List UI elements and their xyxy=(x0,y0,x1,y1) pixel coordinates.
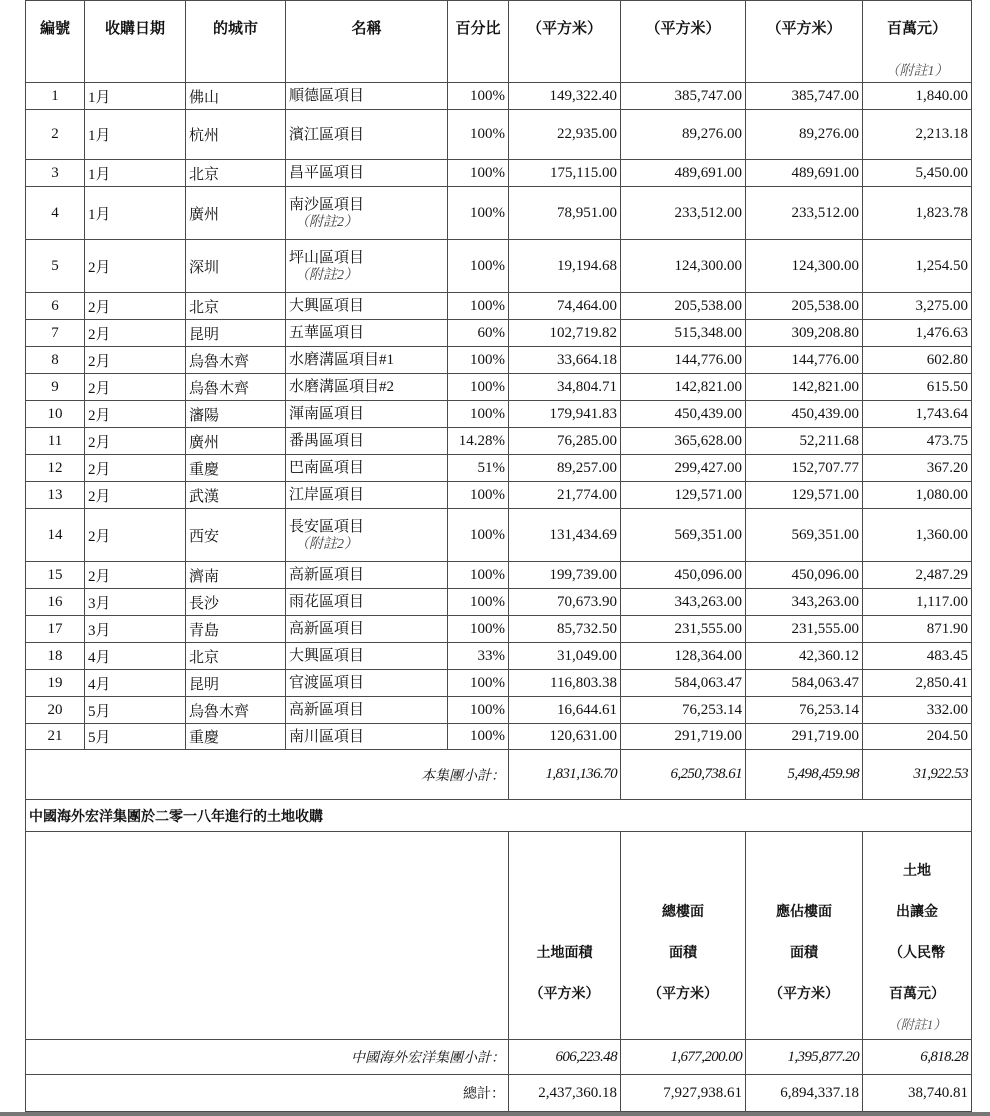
cell-no: 9 xyxy=(26,374,85,401)
cell-premium: 5,450.00 xyxy=(863,160,972,187)
group-subtotal-label: 本集團小計： xyxy=(26,750,509,800)
cell-premium: 1,360.00 xyxy=(863,509,972,562)
cell-premium: 483.45 xyxy=(863,643,972,670)
land-acquisition-table xyxy=(25,0,972,1112)
cell-date: 1月 xyxy=(85,110,186,160)
cell-date: 4月 xyxy=(85,643,186,670)
table-row xyxy=(26,643,972,670)
table-row xyxy=(26,347,972,374)
cell-name xyxy=(286,482,448,509)
lower-header-attr-unit: （平方米） xyxy=(769,986,839,1002)
cell-pct: 100% xyxy=(448,187,509,240)
cell-date: 3月 xyxy=(85,616,186,643)
cell-no: 6 xyxy=(26,293,85,320)
lower-header-gfa-line: 面積 xyxy=(669,945,697,961)
cell-city: 長沙 xyxy=(186,589,286,616)
grand-total-premium: 38,740.81 xyxy=(863,1075,972,1112)
table-row xyxy=(26,455,972,482)
cell-premium: 332.00 xyxy=(863,697,972,724)
grand-total-attr: 6,894,337.18 xyxy=(746,1075,863,1112)
cell-city: 烏魯木齊 xyxy=(186,697,286,724)
cell-name xyxy=(286,293,448,320)
cell-city: 佛山 xyxy=(186,83,286,110)
cell-no: 5 xyxy=(26,240,85,293)
project-name: 順德區項目 xyxy=(289,88,365,104)
cell-name xyxy=(286,643,448,670)
table-row xyxy=(26,240,972,293)
table-row xyxy=(26,482,972,509)
cell-no: 14 xyxy=(26,509,85,562)
header-premium xyxy=(863,1,972,83)
cell-pct: 100% xyxy=(448,347,509,374)
project-name: 高新區項目 xyxy=(289,702,365,718)
cell-date: 2月 xyxy=(85,374,186,401)
cell-date: 5月 xyxy=(85,697,186,724)
project-name: 濱江區項目 xyxy=(289,126,365,143)
cell-no: 17 xyxy=(26,616,85,643)
cell-land: 131,434.69 xyxy=(509,509,621,562)
cell-city: 廣州 xyxy=(186,187,286,240)
cell-gfa: 129,571.00 xyxy=(621,482,746,509)
cell-gfa: 124,300.00 xyxy=(621,240,746,293)
cell-attr: 142,821.00 xyxy=(746,374,863,401)
cell-date: 1月 xyxy=(85,83,186,110)
table-row xyxy=(26,160,972,187)
cell-gfa: 450,439.00 xyxy=(621,401,746,428)
cell-no: 8 xyxy=(26,347,85,374)
grand-total-label: 總計： xyxy=(26,1075,509,1112)
section-title-row xyxy=(26,800,972,832)
header-land: （平方米） xyxy=(509,1,621,83)
cell-attr: 144,776.00 xyxy=(746,347,863,374)
cell-land: 179,941.83 xyxy=(509,401,621,428)
cell-date: 5月 xyxy=(85,724,186,750)
project-name: 長安區項目 xyxy=(289,518,365,535)
cell-land: 70,673.90 xyxy=(509,589,621,616)
header-date: 收購日期 xyxy=(85,1,186,83)
cogo-subtotal-row xyxy=(26,1040,972,1075)
cogo-subtotal-label: 中國海外宏洋集團小計： xyxy=(26,1040,509,1075)
cell-pct: 100% xyxy=(448,401,509,428)
project-name: 官渡區項目 xyxy=(289,675,365,691)
cell-land: 102,719.82 xyxy=(509,320,621,347)
cell-pct: 100% xyxy=(448,697,509,724)
project-note: （附註2） xyxy=(295,214,358,230)
cell-city: 深圳 xyxy=(186,240,286,293)
cell-date: 2月 xyxy=(85,562,186,589)
header-pct: 百分比 xyxy=(448,1,509,83)
project-name: 水磨溝區項目#1 xyxy=(289,352,395,368)
cell-pct: 60% xyxy=(448,320,509,347)
cell-land: 199,739.00 xyxy=(509,562,621,589)
table-row xyxy=(26,187,972,240)
cell-pct: 100% xyxy=(448,374,509,401)
cell-attr: 489,691.00 xyxy=(746,160,863,187)
cell-no: 15 xyxy=(26,562,85,589)
cell-attr: 450,439.00 xyxy=(746,401,863,428)
header-attr: （平方米） xyxy=(746,1,863,83)
cell-gfa: 205,538.00 xyxy=(621,293,746,320)
cell-pct: 100% xyxy=(448,240,509,293)
cell-pct: 100% xyxy=(448,160,509,187)
project-name: 雨花區項目 xyxy=(289,594,365,610)
cell-premium: 1,254.50 xyxy=(863,240,972,293)
cogo-subtotal-land: 606,223.48 xyxy=(509,1040,621,1075)
header-gfa: （平方米） xyxy=(621,1,746,83)
cell-land: 19,194.68 xyxy=(509,240,621,293)
cell-city: 重慶 xyxy=(186,724,286,750)
cell-name xyxy=(286,187,448,240)
cell-attr: 569,351.00 xyxy=(746,509,863,562)
lower-header-premium-line: 百萬元） xyxy=(889,986,945,1002)
cell-attr: 152,707.77 xyxy=(746,455,863,482)
cell-land: 120,631.00 xyxy=(509,724,621,750)
grand-total-row xyxy=(26,1075,972,1112)
table-row xyxy=(26,616,972,643)
lower-header-land-line: 土地面積 xyxy=(536,945,593,961)
cell-city: 烏魯木齊 xyxy=(186,347,286,374)
cell-city: 北京 xyxy=(186,160,286,187)
cell-land: 21,774.00 xyxy=(509,482,621,509)
header-city: 的城市 xyxy=(186,1,286,83)
cell-gfa: 450,096.00 xyxy=(621,562,746,589)
cell-premium: 615.50 xyxy=(863,374,972,401)
cell-attr: 42,360.12 xyxy=(746,643,863,670)
project-name: 江岸區項目 xyxy=(289,487,365,503)
header-premium-note: （附註1） xyxy=(885,64,949,79)
cell-pct: 100% xyxy=(448,616,509,643)
cell-date: 3月 xyxy=(85,589,186,616)
cell-city: 北京 xyxy=(186,643,286,670)
cell-city: 重慶 xyxy=(186,455,286,482)
cell-premium: 2,850.41 xyxy=(863,670,972,697)
cell-pct: 33% xyxy=(448,643,509,670)
cell-gfa: 89,276.00 xyxy=(621,110,746,160)
cell-date: 2月 xyxy=(85,293,186,320)
table-row xyxy=(26,293,972,320)
cell-attr: 231,555.00 xyxy=(746,616,863,643)
cell-no: 16 xyxy=(26,589,85,616)
project-name: 大興區項目 xyxy=(289,298,365,314)
cell-name xyxy=(286,697,448,724)
cell-no: 4 xyxy=(26,187,85,240)
cell-date: 2月 xyxy=(85,240,186,293)
cell-land: 31,049.00 xyxy=(509,643,621,670)
lower-header-attr xyxy=(746,832,863,1040)
cell-no: 2 xyxy=(26,110,85,160)
project-name: 大興區項目 xyxy=(289,648,365,664)
lower-header-attr-line: 應佔樓面 xyxy=(776,904,832,920)
project-name: 高新區項目 xyxy=(289,567,365,583)
cell-name xyxy=(286,83,448,110)
table-row xyxy=(26,320,972,347)
lower-header-gfa xyxy=(621,832,746,1040)
cell-attr: 309,208.80 xyxy=(746,320,863,347)
cell-premium: 204.50 xyxy=(863,724,972,750)
cell-date: 2月 xyxy=(85,320,186,347)
cogo-subtotal-attr: 1,395,877.20 xyxy=(746,1040,863,1075)
cell-land: 89,257.00 xyxy=(509,455,621,482)
cell-gfa: 291,719.00 xyxy=(621,724,746,750)
cell-land: 34,804.71 xyxy=(509,374,621,401)
cell-attr: 89,276.00 xyxy=(746,110,863,160)
table-row xyxy=(26,670,972,697)
cell-no: 3 xyxy=(26,160,85,187)
cell-name xyxy=(286,589,448,616)
cell-name xyxy=(286,509,448,562)
cell-no: 12 xyxy=(26,455,85,482)
cell-pct: 100% xyxy=(448,482,509,509)
cell-land: 16,644.61 xyxy=(509,697,621,724)
cell-attr: 584,063.47 xyxy=(746,670,863,697)
cell-attr: 233,512.00 xyxy=(746,187,863,240)
cell-name xyxy=(286,724,448,750)
table-row xyxy=(26,428,972,455)
cell-date: 1月 xyxy=(85,187,186,240)
cell-land: 76,285.00 xyxy=(509,428,621,455)
cell-no: 1 xyxy=(26,83,85,110)
cell-no: 19 xyxy=(26,670,85,697)
cell-city: 西安 xyxy=(186,509,286,562)
cell-pct: 100% xyxy=(448,293,509,320)
cell-attr: 450,096.00 xyxy=(746,562,863,589)
table-row xyxy=(26,401,972,428)
cell-city: 昆明 xyxy=(186,320,286,347)
cell-land: 116,803.38 xyxy=(509,670,621,697)
cell-name xyxy=(286,455,448,482)
cell-city: 武漢 xyxy=(186,482,286,509)
cell-gfa: 489,691.00 xyxy=(621,160,746,187)
cell-no: 11 xyxy=(26,428,85,455)
lower-header-premium-line: 土地 xyxy=(903,863,931,879)
cell-gfa: 128,364.00 xyxy=(621,643,746,670)
cell-name xyxy=(286,428,448,455)
cell-date: 2月 xyxy=(85,347,186,374)
group-subtotal-row xyxy=(26,750,972,800)
cell-name xyxy=(286,401,448,428)
lower-header-gfa-line: 總樓面 xyxy=(662,904,704,920)
cell-land: 78,951.00 xyxy=(509,187,621,240)
cell-city: 北京 xyxy=(186,293,286,320)
cell-premium: 3,275.00 xyxy=(863,293,972,320)
cell-pct: 100% xyxy=(448,83,509,110)
cell-premium: 1,080.00 xyxy=(863,482,972,509)
lower-header-land xyxy=(509,832,621,1040)
project-name: 南沙區項目 xyxy=(289,196,365,213)
header-name: 名稱 xyxy=(286,1,448,83)
cell-date: 2月 xyxy=(85,455,186,482)
cell-pct: 100% xyxy=(448,670,509,697)
cell-premium: 367.20 xyxy=(863,455,972,482)
cell-gfa: 233,512.00 xyxy=(621,187,746,240)
project-name: 南川區項目 xyxy=(289,728,365,745)
cell-premium: 473.75 xyxy=(863,428,972,455)
project-name: 昌平區項目 xyxy=(289,165,365,181)
cell-pct: 100% xyxy=(448,509,509,562)
cell-city: 濟南 xyxy=(186,562,286,589)
cell-premium: 871.90 xyxy=(863,616,972,643)
cell-premium: 602.80 xyxy=(863,347,972,374)
cell-gfa: 142,821.00 xyxy=(621,374,746,401)
page-bottom-edge xyxy=(0,1112,990,1116)
cell-gfa: 231,555.00 xyxy=(621,616,746,643)
cell-premium: 1,823.78 xyxy=(863,187,972,240)
cell-date: 1月 xyxy=(85,160,186,187)
cell-gfa: 299,427.00 xyxy=(621,455,746,482)
cell-premium: 1,476.63 xyxy=(863,320,972,347)
table-row xyxy=(26,374,972,401)
lower-header-premium-line: （人民幣 xyxy=(889,945,945,961)
table-row xyxy=(26,83,972,110)
project-name: 渾南區項目 xyxy=(289,406,365,422)
cell-land: 33,664.18 xyxy=(509,347,621,374)
cell-date: 2月 xyxy=(85,401,186,428)
cell-pct: 51% xyxy=(448,455,509,482)
cell-date: 4月 xyxy=(85,670,186,697)
cell-city: 昆明 xyxy=(186,670,286,697)
cell-city: 烏魯木齊 xyxy=(186,374,286,401)
project-name: 巴南區項目 xyxy=(289,460,365,476)
cell-premium: 1,743.64 xyxy=(863,401,972,428)
header-row xyxy=(26,1,972,83)
group-subtotal-land: 1,831,136.70 xyxy=(509,750,621,800)
cell-no: 21 xyxy=(26,724,85,750)
cell-land: 74,464.00 xyxy=(509,293,621,320)
grand-total-gfa: 7,927,938.61 xyxy=(621,1075,746,1112)
table-row xyxy=(26,562,972,589)
cell-attr: 385,747.00 xyxy=(746,83,863,110)
group-subtotal-attr: 5,498,459.98 xyxy=(746,750,863,800)
project-name: 坪山區項目 xyxy=(289,249,365,266)
project-name: 番禺區項目 xyxy=(289,433,365,449)
table-row xyxy=(26,724,972,750)
cell-city: 廣州 xyxy=(186,428,286,455)
cell-date: 2月 xyxy=(85,428,186,455)
cell-premium: 1,840.00 xyxy=(863,83,972,110)
table-row xyxy=(26,110,972,160)
cell-city: 瀋陽 xyxy=(186,401,286,428)
cell-date: 2月 xyxy=(85,482,186,509)
group-subtotal-premium: 31,922.53 xyxy=(863,750,972,800)
group-subtotal-gfa: 6,250,738.61 xyxy=(621,750,746,800)
cell-gfa: 76,253.14 xyxy=(621,697,746,724)
header-premium-label: 百萬元） xyxy=(886,19,947,37)
cell-pct: 14.28% xyxy=(448,428,509,455)
header-no: 編號 xyxy=(26,1,85,83)
cell-name xyxy=(286,616,448,643)
cell-attr: 291,719.00 xyxy=(746,724,863,750)
cell-gfa: 584,063.47 xyxy=(621,670,746,697)
cell-name xyxy=(286,347,448,374)
cell-premium: 1,117.00 xyxy=(863,589,972,616)
cell-attr: 205,538.00 xyxy=(746,293,863,320)
cell-attr: 52,211.68 xyxy=(746,428,863,455)
cell-land: 175,115.00 xyxy=(509,160,621,187)
lower-header-gfa-unit: （平方米） xyxy=(648,986,718,1002)
cell-name xyxy=(286,374,448,401)
project-name: 五華區項目 xyxy=(289,325,365,341)
project-note: （附註2） xyxy=(295,267,358,283)
cell-name xyxy=(286,160,448,187)
cell-pct: 100% xyxy=(448,589,509,616)
cogo-subtotal-gfa: 1,677,200.00 xyxy=(621,1040,746,1075)
cell-name xyxy=(286,240,448,293)
lower-header-premium-line: 出讓金 xyxy=(896,904,938,920)
cell-gfa: 569,351.00 xyxy=(621,509,746,562)
grand-total-land: 2,437,360.18 xyxy=(509,1075,621,1112)
cell-gfa: 343,263.00 xyxy=(621,589,746,616)
lower-header-row xyxy=(26,832,972,1040)
lower-header-blank xyxy=(26,832,509,1040)
table-row xyxy=(26,697,972,724)
cogo-subtotal-premium: 6,818.28 xyxy=(863,1040,972,1075)
table-row xyxy=(26,589,972,616)
cell-gfa: 144,776.00 xyxy=(621,347,746,374)
cell-premium: 2,213.18 xyxy=(863,110,972,160)
cell-gfa: 385,747.00 xyxy=(621,83,746,110)
cell-no: 18 xyxy=(26,643,85,670)
cell-land: 149,322.40 xyxy=(509,83,621,110)
cell-land: 22,935.00 xyxy=(509,110,621,160)
lower-header-premium xyxy=(863,832,972,1040)
cell-no: 10 xyxy=(26,401,85,428)
lower-header-attr-line: 面積 xyxy=(790,945,818,961)
project-note: （附註2） xyxy=(295,536,358,552)
lower-header-land-unit: （平方米） xyxy=(529,986,600,1002)
section-title: 中國海外宏洋集團於二零一八年進行的土地收購 xyxy=(26,800,972,832)
cell-no: 13 xyxy=(26,482,85,509)
cell-name xyxy=(286,562,448,589)
cell-premium: 2,487.29 xyxy=(863,562,972,589)
cell-attr: 129,571.00 xyxy=(746,482,863,509)
cell-city: 杭州 xyxy=(186,110,286,160)
cell-gfa: 365,628.00 xyxy=(621,428,746,455)
cell-city: 青島 xyxy=(186,616,286,643)
cell-pct: 100% xyxy=(448,724,509,750)
cell-no: 7 xyxy=(26,320,85,347)
project-name: 高新區項目 xyxy=(289,621,365,637)
cell-attr: 124,300.00 xyxy=(746,240,863,293)
cell-name xyxy=(286,670,448,697)
cell-pct: 100% xyxy=(448,110,509,160)
cell-date: 2月 xyxy=(85,509,186,562)
cell-gfa: 515,348.00 xyxy=(621,320,746,347)
cell-land: 85,732.50 xyxy=(509,616,621,643)
lower-header-premium-note: （附註1） xyxy=(887,1017,947,1032)
cell-attr: 343,263.00 xyxy=(746,589,863,616)
table-row xyxy=(26,509,972,562)
cell-pct: 100% xyxy=(448,562,509,589)
project-name: 水磨溝區項目#2 xyxy=(289,379,395,395)
cell-name xyxy=(286,110,448,160)
cell-no: 20 xyxy=(26,697,85,724)
cell-attr: 76,253.14 xyxy=(746,697,863,724)
cell-name xyxy=(286,320,448,347)
